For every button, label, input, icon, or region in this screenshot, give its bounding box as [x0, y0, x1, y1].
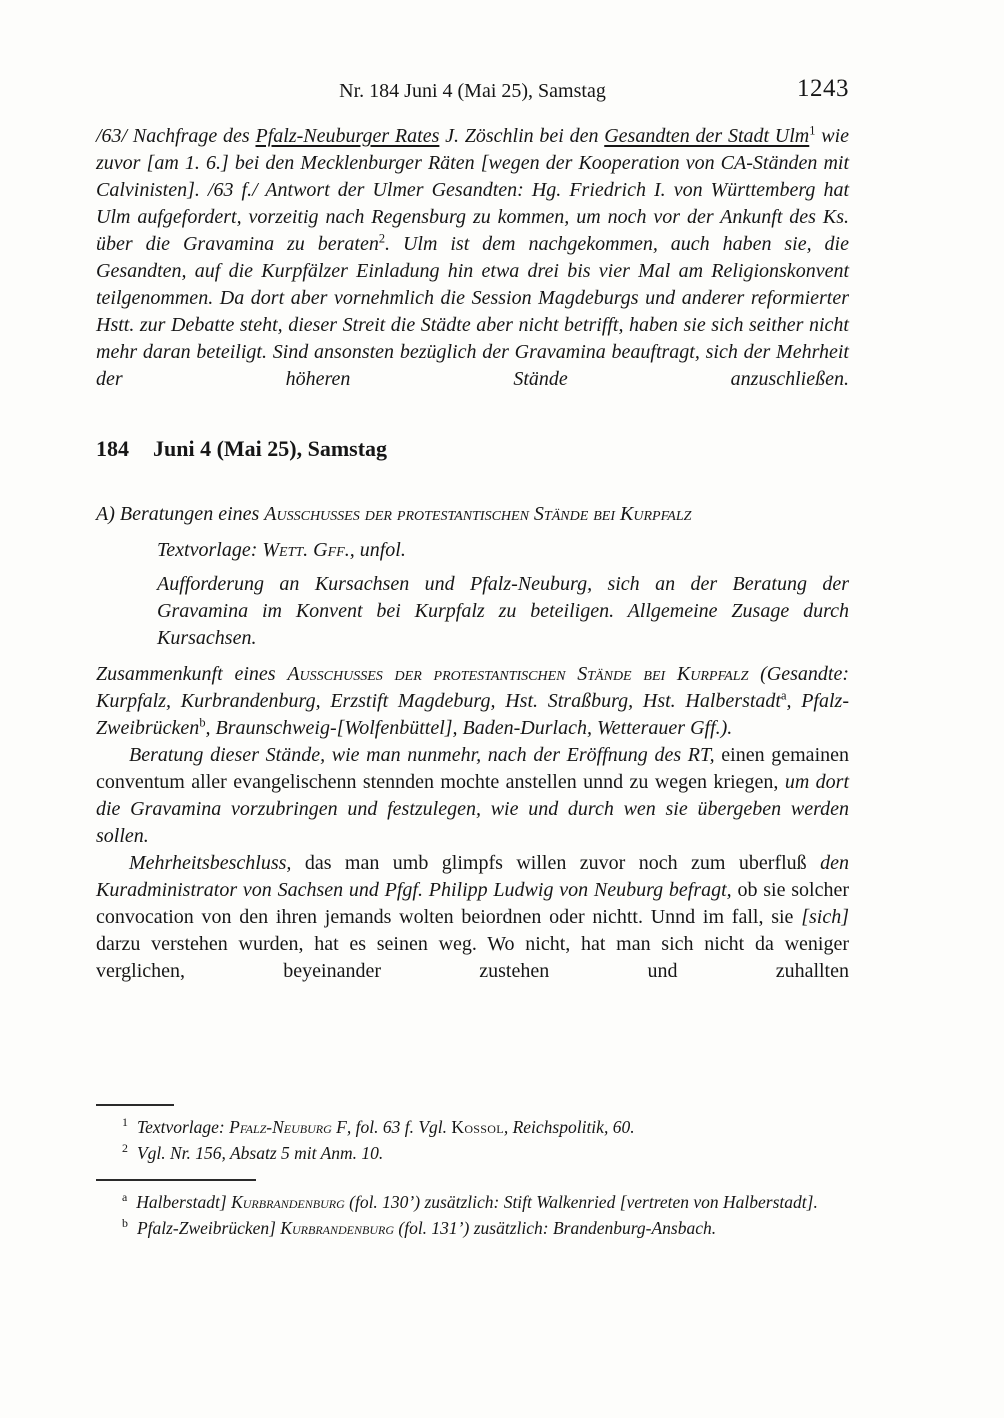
running-title: Nr. 184 Juni 4 (Mai 25), Samstag: [339, 80, 606, 102]
footnote-1: [96, 1114, 849, 1140]
running-head: [96, 75, 849, 108]
text-run: einen gemainen conventum aller evangelischenn stennden mochte anstellen unnd zu wegen kriegen,: [96, 744, 849, 793]
text-run: Vgl. Nr. 156, Absatz 5 mit Anm. 10.: [136, 1143, 384, 1163]
text-run: Ausschusses der protestantischen Stände bei Kurpfalz: [264, 503, 692, 525]
text-run: , Braunschweig-[Wolfenbüttel], Baden-Durlach, Wetterauer Gff.).: [205, 717, 733, 739]
text-run: J. Zöschlin bei den: [439, 125, 605, 147]
text-run: , unfol.: [349, 539, 406, 561]
text-run: (fol. 131’) zusätzlich: Brandenburg-Ansbach.: [394, 1218, 717, 1238]
text-run: A) Beratungen eines: [96, 503, 265, 525]
apparatus-separator-rule: [96, 1179, 256, 1181]
text-run: , Reichspolitik, 60.: [503, 1117, 635, 1137]
footnote-b: [96, 1215, 849, 1241]
zusammenkunft-paragraph: [96, 661, 849, 742]
footnote-b-marker: b: [122, 1216, 128, 1231]
text-run: (Gesandte: Kurpfalz, Kurbrandenburg, Erzstift Magdeburg, Hst. Straßburg, Hst. Halberstadt: [96, 663, 849, 712]
text-run: Textvorlage:: [157, 539, 263, 561]
footnote-separator-rule: [96, 1104, 174, 1106]
text-run: /63/ Nachfrage des: [96, 125, 256, 147]
text-block: [96, 75, 849, 985]
section-a-heading: [96, 500, 849, 529]
footnote-b-text: [137, 1218, 716, 1238]
text-run: Wett. Gff.: [262, 539, 350, 561]
text-run: Ausschusses der protestantischen Stände bei Kurpfalz: [287, 663, 749, 685]
text-run: Gesandten der Stadt Ulm: [604, 125, 810, 147]
footnote-a-text: [136, 1192, 818, 1212]
text-run: Zusammenkunft eines: [96, 663, 288, 685]
text-run: Pfalz-Neuburger Rates: [255, 125, 440, 147]
footnote-1-text: [137, 1117, 635, 1137]
text-run: , fol. 63 f. Vgl.: [346, 1117, 452, 1137]
text-run: Pfalz-Neuburg F: [229, 1117, 347, 1137]
text-run: ob sie solcher convocation von den ihren jemands wolten beiordnen oder nichtt. Unnd im fall, sie: [96, 879, 849, 928]
text-run: [sich]: [801, 906, 849, 928]
regest-paragraph: [157, 571, 849, 652]
text-run: Kurbrandenburg: [231, 1192, 345, 1212]
text-run: den Kuradministrator von Sachsen und Pfgf. Philipp Ludwig von Neuburg befragt,: [96, 852, 849, 901]
text-run: wie zuvor [am 1. 6.] bei den Mecklenburger Räten [wegen der Kooperation von CA-Ständen mit Calvinisten]. /63 f./ Antwort der Ulmer Gesandten: Hg. Friedrich I. von Württemberg hat Ulm aufgefordert, vorzeitig nach Regensburg zu kommen, um noch vor der Ankunft des Ks. über die Gravamina zu beraten: [96, 125, 849, 255]
text-run: darzu verstehen wurden, hat es seinen weg. Wo nicht, hat man sich nicht da weniger verglichen, beyeinander zustehen und zuhallten: [96, 933, 849, 982]
text-run: 1: [809, 123, 816, 138]
beratung-paragraph: [96, 742, 849, 850]
footnote-2-marker: 2: [122, 1141, 128, 1156]
footnote-2: [96, 1140, 849, 1166]
mehrheitsbeschluss-paragraph: [96, 850, 849, 985]
text-run: um dort die Gravamina vorzubringen und festzulegen, wie und durch wen sie übergeben werden sollen.: [96, 771, 849, 847]
footnote-2-text: [137, 1143, 383, 1163]
text-run: Beratung dieser Stände, wie man nunmehr, nach der Eröffnung des RT,: [129, 744, 722, 766]
text-run: Kossol: [451, 1117, 504, 1137]
text-run: 2: [378, 231, 386, 246]
footnote-a-marker: a: [122, 1190, 128, 1205]
text-run: das man umb glimpfs willen zuvor noch zum uberfluß: [304, 852, 821, 874]
entry-title: Juni 4 (Mai 25), Samstag: [153, 436, 388, 461]
text-run: . Ulm ist dem nachgekommen, auch haben sie, die Gesandten, auf die Kurpfälzer Einladung hin etwa drei bis vier Mal am Religionskonvent teilgenommen. Da dort aber vornehmlich die Session Magdeburgs und anderer reformierter Hstt. zur Debatte steht, dieser Streit die Städte aber nicht betrifft, haben sie sich seither nicht mehr daran beteiligt. Sind ansonsten bezüglich der Gravamina beauftragt, sich der Mehrheit der höheren Stände anzuschließen.: [96, 233, 849, 390]
entry-heading: [96, 435, 849, 463]
summary-paragraph: [96, 123, 849, 393]
footnote-1-marker: 1: [122, 1115, 128, 1130]
text-run: Mehrheitsbeschluss,: [129, 852, 305, 874]
text-run: Aufforderung an Kursachsen und Pfalz-Neuburg, sich an der Beratung der Gravamina im Konvent bei Kurpfalz zu beteiligen. Allgemeine Zusage durch Kursachsen.: [157, 573, 849, 649]
text-run: (fol. 130’) zusätzlich: Stift Walkenried [vertreten von Halberstadt].: [344, 1192, 818, 1212]
text-run: Halberstadt]: [136, 1192, 232, 1212]
text-run: b: [199, 715, 206, 730]
textvorlage-line: [157, 537, 849, 564]
footnote-a: [96, 1189, 849, 1215]
text-run: Pfalz-Zweibrücken]: [136, 1218, 281, 1238]
text-run: Kurbrandenburg: [280, 1218, 394, 1238]
text-run: , Pfalz-Zweibrücken: [96, 690, 849, 739]
page-number: 1243: [797, 75, 849, 102]
entry-number: 184: [96, 436, 129, 461]
footnotes-area: [96, 1104, 849, 1241]
text-run: Textvorlage:: [136, 1117, 230, 1137]
text-run: a: [780, 688, 787, 703]
